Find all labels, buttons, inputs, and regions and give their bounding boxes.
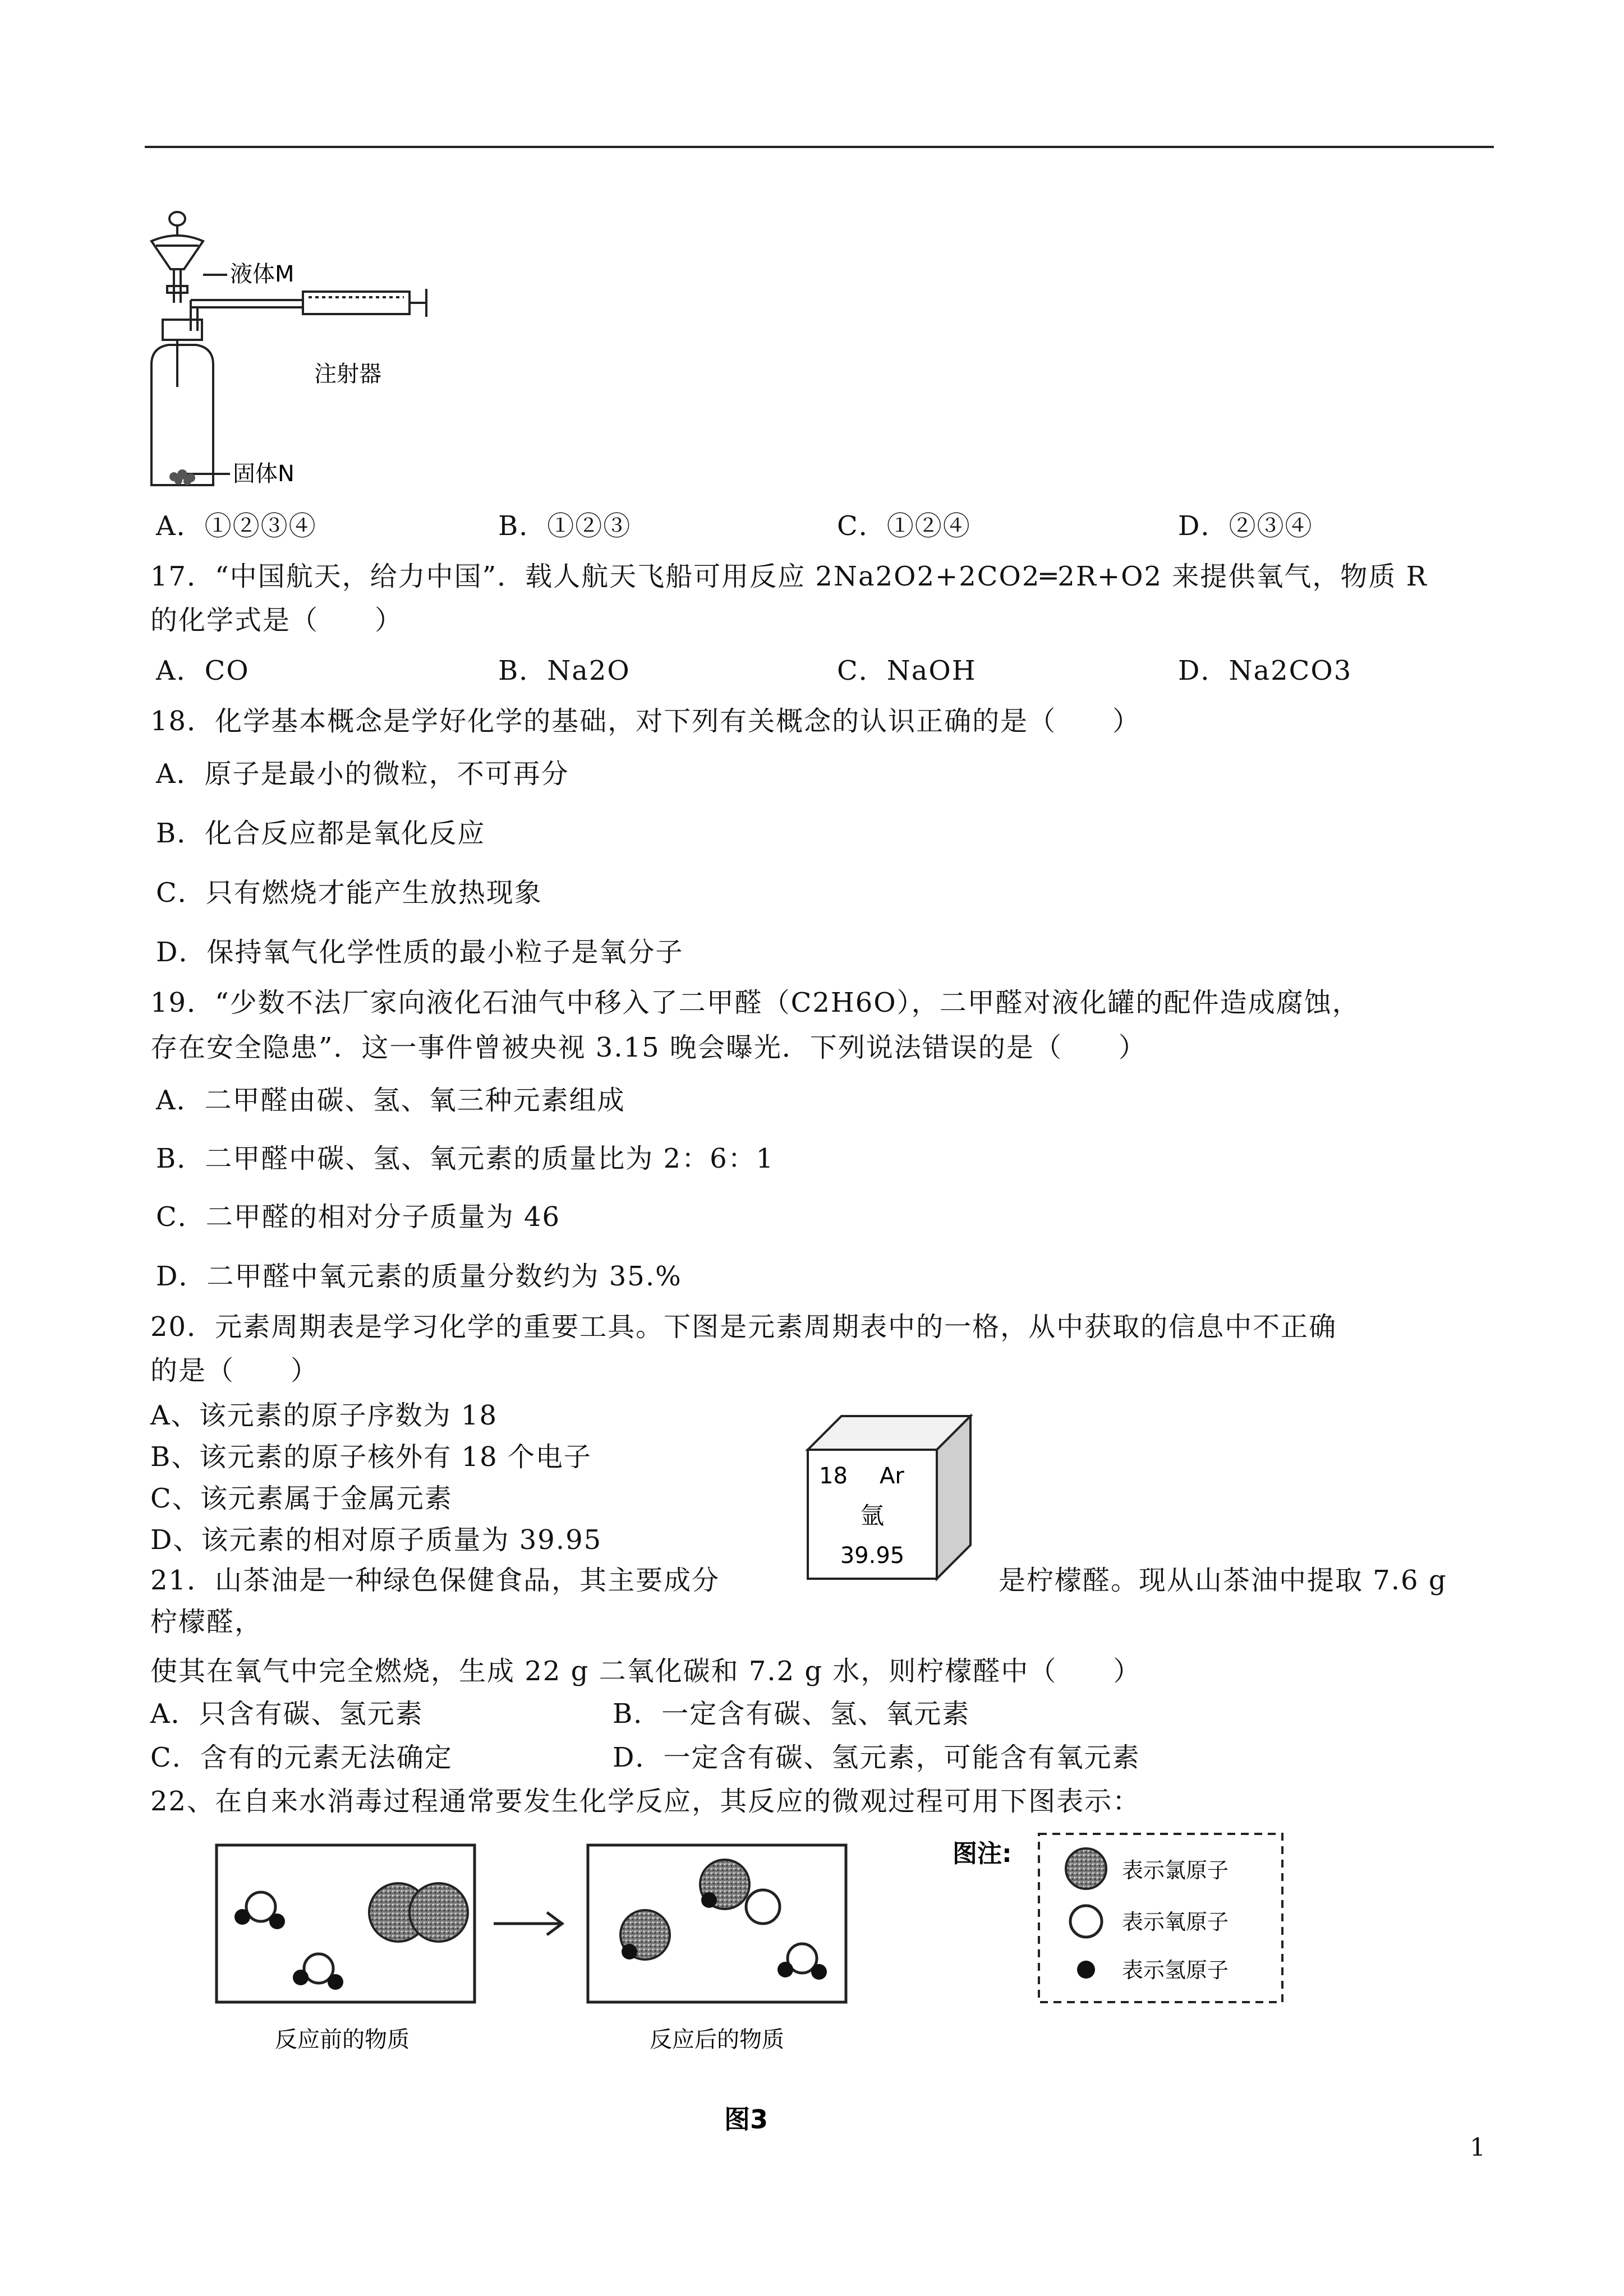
q19-option-d: D．二甲醛中氧元素的质量分数约为 35.% — [156, 1261, 682, 1292]
q16-option-b: B．①②③ — [498, 510, 632, 542]
q21-stem-line1b: 是柠檬醛。现从山茶油中提取 7.6 g — [999, 1565, 1447, 1596]
q21-option-d: D．一定含有碳、氢元素，可能含有氧元素 — [613, 1742, 1140, 1773]
after-label: 反应后的物质 — [650, 2027, 784, 2053]
cell-element-name: 氩 — [860, 1502, 885, 1529]
q19-option-b: B．二甲醛中碳、氢、氧元素的质量比为 2：6：1 — [156, 1143, 775, 1174]
legend-hydrogen-label: 表示氢原子 — [1122, 1958, 1229, 1983]
q17-option-c: C．NaOH — [837, 655, 977, 686]
periodic-cell-figure — [797, 1405, 982, 1584]
cell-atomic-mass: 39.95 — [840, 1543, 905, 1569]
q18-option-c: C．只有燃烧才能产生放热现象 — [156, 877, 542, 909]
q20-option-c: C、该元素属于金属元素 — [150, 1483, 453, 1514]
q21-stem-line3: 使其在氧气中完全燃烧，生成 22 g 二氧化碳和 7.2 g 水，则柠檬醛中（ ） — [150, 1656, 1142, 1687]
q19-option-c: C．二甲醛的相对分子质量为 46 — [156, 1201, 561, 1233]
legend-oxygen-label: 表示氧原子 — [1122, 1910, 1229, 1934]
cell-atomic-number: 18 — [819, 1463, 848, 1489]
q18-option-d: D．保持氧气化学性质的最小粒子是氧分子 — [156, 937, 684, 968]
q20-stem-line1: 20．元素周期表是学习化学的重要工具。下图是元素周期表中的一格，从中获取的信息中不正确 — [150, 1311, 1337, 1343]
q19-option-a: A．二甲醛由碳、氢、氧三种元素组成 — [156, 1085, 625, 1116]
q21-option-b: B．一定含有碳、氢、氧元素 — [613, 1698, 970, 1730]
q21-stem-line2: 柠檬醛， — [150, 1606, 263, 1638]
q17-stem-line2: 的化学式是（ ） — [150, 605, 403, 636]
q17-stem-line1: 17．“中国航天，给力中国”．载人航天飞船可用反应 2Na2O2+2CO2═2R+O2 来提供氧气，物质 R — [150, 561, 1428, 592]
page-number: 1 — [1470, 2133, 1487, 2162]
q20-option-b: B、该元素的原子核外有 18 个电子 — [150, 1441, 592, 1473]
liquid-m-label: 液体M — [230, 261, 295, 287]
q22-stem: 22、在自来水消毒过程通常要发生化学反应，其反应的微观过程可用下图表示： — [150, 1786, 1141, 1817]
q19-stem-line1: 19．“少数不法厂家向液化石油气中移入了二甲醛（C2H6O），二甲醛对液化罐的配件造成腐蚀， — [150, 987, 1360, 1018]
cell-symbol: Ar — [880, 1463, 904, 1489]
apparatus-figure — [140, 202, 477, 494]
syringe-label: 注射器 — [314, 361, 381, 387]
before-label: 反应前的物质 — [275, 2027, 410, 2053]
q18-stem: 18．化学基本概念是学好化学的基础，对下列有关概念的认识正确的是（ ） — [150, 706, 1141, 737]
q18-option-a: A．原子是最小的微粒，不可再分 — [156, 758, 569, 790]
reaction-figure — [208, 1823, 1301, 2159]
legend-title: 图注: — [953, 1839, 1012, 1868]
q18-option-b: B．化合反应都是氧化反应 — [156, 818, 486, 849]
q21-option-a: A．只含有碳、氢元素 — [150, 1698, 424, 1730]
q20-option-a: A、该元素的原子序数为 18 — [150, 1400, 498, 1431]
q20-option-d: D、该元素的相对原子质量为 39.95 — [150, 1524, 602, 1556]
q16-option-a: A．①②③④ — [156, 510, 317, 542]
figure-caption: 图3 — [724, 2104, 769, 2134]
q17-option-d: D．Na2CO3 — [1178, 655, 1352, 686]
q21-option-c: C．含有的元素无法确定 — [150, 1742, 453, 1773]
header-rule — [145, 146, 1494, 148]
q16-option-c: C．①②④ — [837, 510, 971, 542]
q21-stem-line1a: 21．山茶油是一种绿色保健食品，其主要成分 — [150, 1565, 720, 1596]
legend-chlorine-label: 表示氯原子 — [1122, 1858, 1229, 1883]
q19-stem-line2: 存在安全隐患”．这一事件曾被央视 3.15 晚会曝光．下列说法错误的是（ ） — [150, 1032, 1147, 1063]
q17-option-b: B．Na2O — [498, 655, 631, 686]
q16-option-d: D．②③④ — [1178, 510, 1313, 542]
q20-stem-line2: 的是（ ） — [150, 1355, 319, 1386]
solid-n-label: 固体N — [233, 461, 295, 487]
q17-option-a: A．CO — [156, 655, 250, 686]
